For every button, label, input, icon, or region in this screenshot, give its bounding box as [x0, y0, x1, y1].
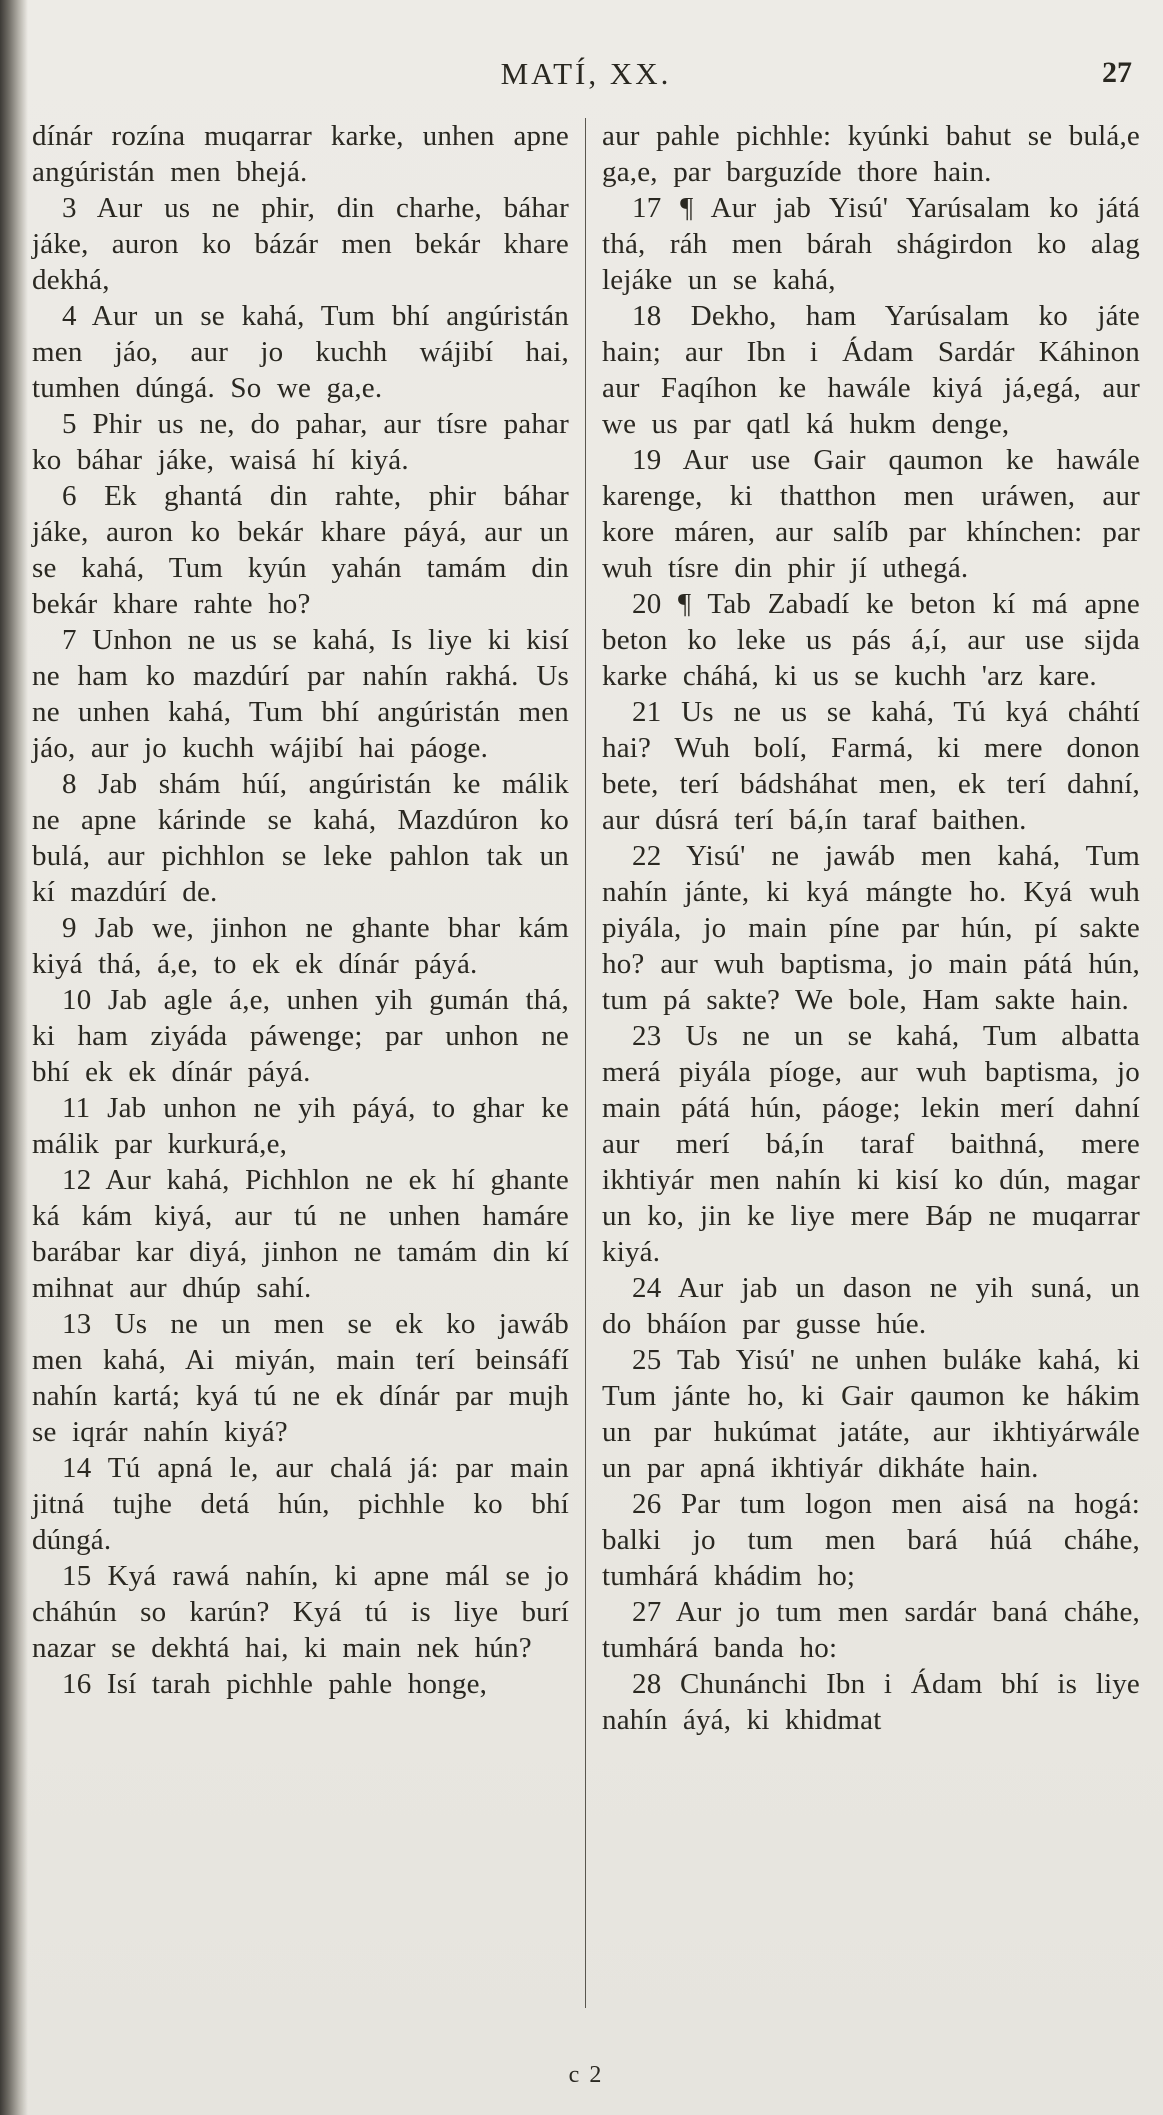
running-title: MATÍ, XX. — [500, 56, 672, 91]
page-number: 27 — [1102, 56, 1132, 89]
verse-16: 16 Isí tarah pichhle pahle honge, — [62, 1668, 488, 1700]
verse-4: 4 Aur un se kahá, Tum bhí angúristán men jáo, aur jo kuchh wájibí hai, tumhen dúngá. So we ga,e. — [32, 300, 569, 404]
verse-18: 18 Dekho, ham Yarúsalam ko játe hain; aur Ibn i Ádam Sardár Káhinon aur Faqíhon ke hawále kiyá já,egá, aur we us par qatl ká hukm denge, — [602, 300, 1140, 440]
verse-5: 5 Phir us ne, do pahar, aur tísre pahar ko báhar jáke, waisá hí kiyá. — [32, 408, 569, 476]
verse-13: 13 Us ne un men se ek ko jawáb men kahá, Ai miyán, main terí beinsáfí nahín kartá; kyá tú ne ek dínár par mujh se iqrár nahín kiyá? — [32, 1308, 569, 1448]
verse-16-continuation: aur pahle pichhle: kyúnki bahut se bulá,e ga,e, par barguzíde thore hain. — [602, 120, 1140, 188]
verse-27: 27 Aur jo tum men sardár baná cháhe, tumhárá banda ho: — [602, 1596, 1140, 1664]
verse-12: 12 Aur kahá, Pichhlon ne ek hí ghante ká kám kiyá, aur tú ne unhen hamáre barábar kar diyá, jinhon ne tamám din kí mihnat aur dhúp sahí. — [32, 1164, 569, 1304]
page-header — [32, 56, 1140, 106]
verse-15: 15 Kyá rawá nahín, ki apne mál se jo cháhún so karún? Kyá tú is liye burí nazar se dekhtá hai, ki main nek hún? — [32, 1560, 569, 1664]
book-page — [32, 56, 1140, 2008]
verse-23: 23 Us ne un se kahá, Tum albatta merá piyála píoge, aur wuh baptisma, jo main pátá hún, páoge; lekin merí dahní aur merí bá,ín taraf baithná, mere ikhtiyár men nahín ki kisí ko dún, magar un ko, jin ke liye mere Báp ne muqarrar kiyá. — [602, 1020, 1140, 1268]
text-columns — [32, 118, 1140, 2008]
verse-3: 3 Aur us ne phir, din charhe, báhar jáke, auron ko bázár men bekár khare dekhá, — [32, 192, 569, 296]
verse-20: 20 ¶ Tab Zabadí ke beton kí má apne beton ko leke us pás á,í, aur use sijda karke cháhá, ki us se kuchh 'arz kare. — [602, 588, 1140, 692]
verse-21: 21 Us ne us se kahá, Tú kyá cháhtí hai? Wuh bolí, Farmá, ki mere donon bete, terí bádsháhat men, ek terí dahní, aur dúsrá terí bá,ín taraf baithen. — [602, 696, 1140, 836]
verse-8: 8 Jab shám húí, angúristán ke málik ne apne kárinde se kahá, Mazdúron ko bulá, aur pichhlon se leke pahlon tak un kí mazdúrí de. — [32, 768, 569, 908]
binding-shadow — [0, 0, 28, 2115]
right-column — [586, 118, 1140, 2008]
verse-17: 17 ¶ Aur jab Yisú' Yarúsalam ko játá thá, ráh men bárah shágirdon ko alag lejáke un se kahá, — [602, 192, 1140, 296]
verse-28: 28 Chunánchi Ibn i Ádam bhí is liye nahín áyá, ki khidmat — [602, 1668, 1140, 1736]
left-column — [32, 118, 586, 2008]
verse-19: 19 Aur use Gair qaumon ke hawále karenge, ki thatthon men uráwen, aur kore máren, aur salíb par khínchen: par wuh tísre din phir jí uthegá. — [602, 444, 1140, 584]
verse-14: 14 Tú apná le, aur chalá já: par main jitná tujhe detá hún, pichhle ko bhí dúngá. — [32, 1452, 569, 1556]
verse-7: 7 Unhon ne us se kahá, Is liye ki kisí ne ham ko mazdúrí par nahín rakhá. Us ne unhen kahá, Tum bhí angúristán men jáo, aur jo kuchh wájibí hai páoge. — [32, 624, 569, 764]
verse-10: 10 Jab agle á,e, unhen yih gumán thá, ki ham ziyáda páwenge; par unhon ne bhí ek ek dínár páyá. — [32, 984, 569, 1088]
verse-2-continuation: dínár rozína muqarrar karke, unhen apne angúristán men bhejá. — [32, 120, 569, 188]
verse-22: 22 Yisú' ne jawáb men kahá, Tum nahín jánte, ki kyá mángte ho. Kyá wuh piyála, jo main píne par hún, pí sakte ho? aur wuh baptisma, jo main pátá hún, tum pá sakte? We bole, Ham sakte hain. — [602, 840, 1140, 1016]
verse-11: 11 Jab unhon ne yih páyá, to ghar ke málik par kurkurá,e, — [32, 1092, 569, 1160]
verse-26: 26 Par tum logon men aisá na hogá: balki jo tum men bará húá cháhe, tumhárá khádim ho; — [602, 1488, 1140, 1592]
verse-6: 6 Ek ghantá din rahte, phir báhar jáke, auron ko bekár khare páyá, aur un se kahá, Tum kyún yahán tamám din bekár khare rahte ho? — [32, 480, 569, 620]
verse-25: 25 Tab Yisú' ne unhen buláke kahá, ki Tum jánte ho, ki Gair qaumon ke hákim un par hukúmat jatáte, aur ikhtiyárwále un par apná ikhtiyár dikháte hain. — [602, 1344, 1140, 1484]
signature-mark: c 2 — [568, 2062, 604, 2088]
verse-9: 9 Jab we, jinhon ne ghante bhar kám kiyá thá, á,e, to ek ek dínár páyá. — [32, 912, 569, 980]
verse-24: 24 Aur jab un dason ne yih suná, un do bháíon par gusse húe. — [602, 1272, 1140, 1340]
